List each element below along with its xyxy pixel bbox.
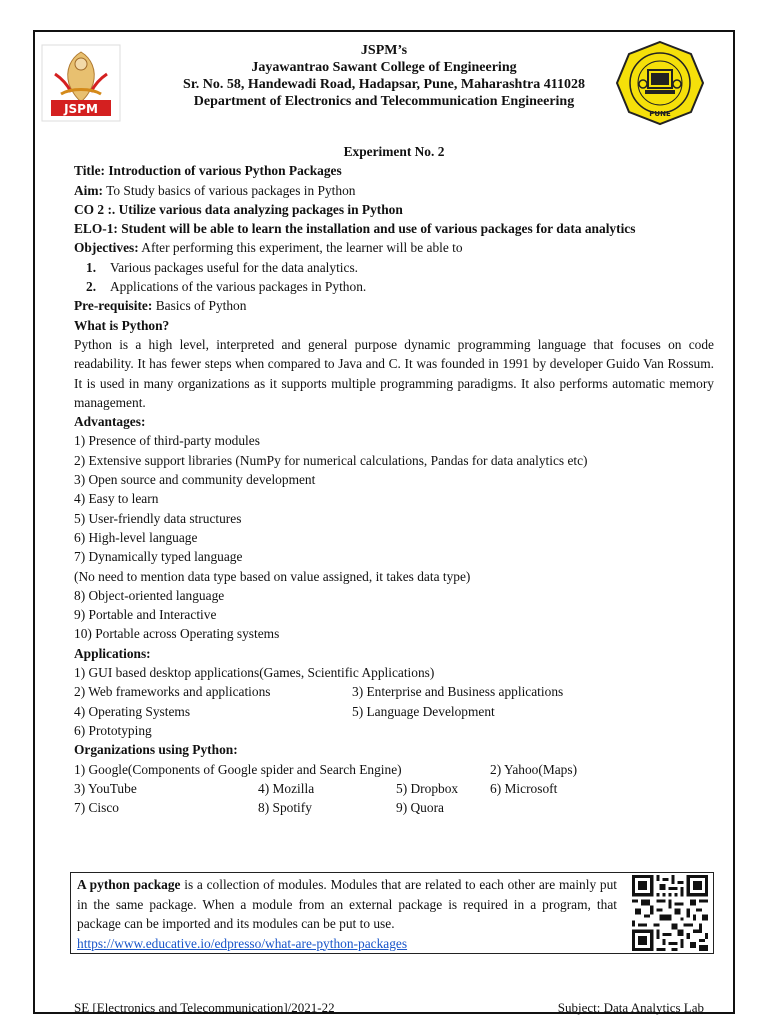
page-footer: [74, 1000, 704, 1016]
header-line-1: JSPM’s: [360, 43, 408, 58]
footer-course: SE [Electronics and Telecommunication]/2021-22: [74, 1000, 335, 1015]
objective-text: Various packages useful for the data analytics.: [110, 259, 359, 275]
list-item: 6) Prototyping: [74, 722, 152, 738]
list-item: 3) Open source and community development: [74, 472, 316, 488]
reference-link[interactable]: https://www.educative.io/edpresso/what-are-python-packages: [77, 935, 408, 951]
experiment-content: [74, 142, 714, 817]
logo-right-text: PUNE: [649, 110, 671, 118]
organizations-row: [74, 798, 714, 817]
college-header: [35, 40, 733, 128]
list-item: 7) Cisco: [74, 800, 120, 816]
list-item: 3) Enterprise and Business applications: [352, 684, 564, 700]
list-item: 6) High-level language: [74, 529, 198, 545]
list-item: 1) Google(Components of Google spider and Search Engine): [74, 761, 402, 777]
header-line-4: Department of Electronics and Telecommunication Engineering: [193, 94, 575, 109]
list-item: 5) Dropbox: [396, 780, 459, 796]
experiment-number: Experiment No. 2: [343, 144, 445, 159]
footer-subject: Subject: Data Analytics Lab: [557, 1000, 704, 1015]
prereq-text: Basics of Python: [152, 298, 247, 314]
list-item: 4) Operating Systems: [74, 703, 191, 719]
note-text: [77, 875, 617, 953]
advantages-heading: Advantages:: [74, 414, 146, 430]
objective-num: 2.: [86, 279, 97, 295]
what-is-paragraph: Python is a high level, interpreted and general purpose dynamic programming language that focuses on code readability. It has fewer steps when compared to Java and C. It was founded in 1991 by developer Guido Van Rossum. It is used in many organizations as it supports multiple programming paradigms. It also performs automatic memory management.: [74, 336, 714, 410]
list-item: 4) Easy to learn: [74, 491, 159, 507]
list-item: 1) Presence of third-party modules: [74, 433, 260, 449]
experiment-title: Title: Introduction of various Python Packages: [74, 163, 342, 179]
python-package-note-box: [70, 872, 714, 954]
aim-text: To Study basics of various packages in Python: [103, 182, 356, 198]
qr-code-icon[interactable]: [631, 875, 709, 951]
list-item: 8) Spotify: [258, 800, 312, 816]
objective-num: 1.: [86, 259, 97, 275]
co-line: CO 2 :. Utilize various data analyzing packages in Python: [74, 201, 403, 217]
objectives-label: Objectives:: [74, 240, 139, 256]
objective-item: [74, 277, 714, 296]
prereq-line: [74, 296, 714, 315]
college-seal-logo: [615, 40, 705, 126]
list-item: 10) Portable across Operating systems: [74, 626, 280, 642]
list-item: 2) Web frameworks and applications: [74, 684, 271, 700]
list-item: 6) Microsoft: [490, 780, 558, 796]
organizations-heading: Organizations using Python:: [74, 742, 238, 758]
objectives-line: [74, 238, 714, 257]
objectives-text: After performing this experiment, the learner will be able to: [138, 240, 463, 256]
applications-heading: Applications:: [74, 645, 151, 661]
objective-text: Applications of the various packages in Python.: [110, 279, 367, 295]
list-item: 5) User-friendly data structures: [74, 510, 242, 526]
list-item: 1) GUI based desktop applications(Games, Scientific Applications): [74, 665, 435, 681]
header-line-2: Jayawantrao Sawant College of Engineering: [251, 60, 517, 75]
note-body: is a collection of modules. Modules that are related to each other are mainly put in the same package. When a module from an external package is required in a program, that package can be imported and its modules can be put to use.: [77, 877, 617, 931]
what-is-heading: What is Python?: [74, 317, 170, 333]
list-item: 8) Object-oriented language: [74, 587, 225, 603]
list-item: 2) Extensive support libraries (NumPy for numerical calculations, Pandas for data analytics etc): [74, 452, 588, 468]
prereq-label: Pre-requisite:: [74, 298, 153, 314]
objective-item: [74, 258, 714, 277]
logo-left-text: JSPM: [64, 102, 98, 116]
list-item: 4) Mozilla: [258, 780, 315, 796]
applications-row: [74, 702, 714, 721]
header-line-3: Sr. No. 58, Handewadi Road, Hadapsar, Pune, Maharashtra 411028: [183, 77, 585, 92]
elo-line: ELO-1: Student will be able to learn the installation and use of various packages for data analytics: [74, 221, 636, 237]
applications-row: [74, 682, 714, 701]
list-item: 5) Language Development: [352, 703, 495, 719]
list-item: 2) Yahoo(Maps): [490, 761, 578, 777]
list-item: 7) Dynamically typed language: [74, 549, 243, 565]
list-item: (No need to mention data type based on value assigned, it takes data type): [74, 568, 471, 584]
list-item: 9) Quora: [396, 800, 444, 816]
aim-line: [74, 181, 714, 200]
list-item: 9) Portable and Interactive: [74, 607, 217, 623]
organizations-row: [74, 779, 714, 798]
organizations-row: [74, 760, 714, 779]
note-bold-term: A python package: [77, 877, 181, 892]
list-item: 3) YouTube: [74, 780, 137, 796]
aim-label: Aim:: [74, 182, 104, 198]
